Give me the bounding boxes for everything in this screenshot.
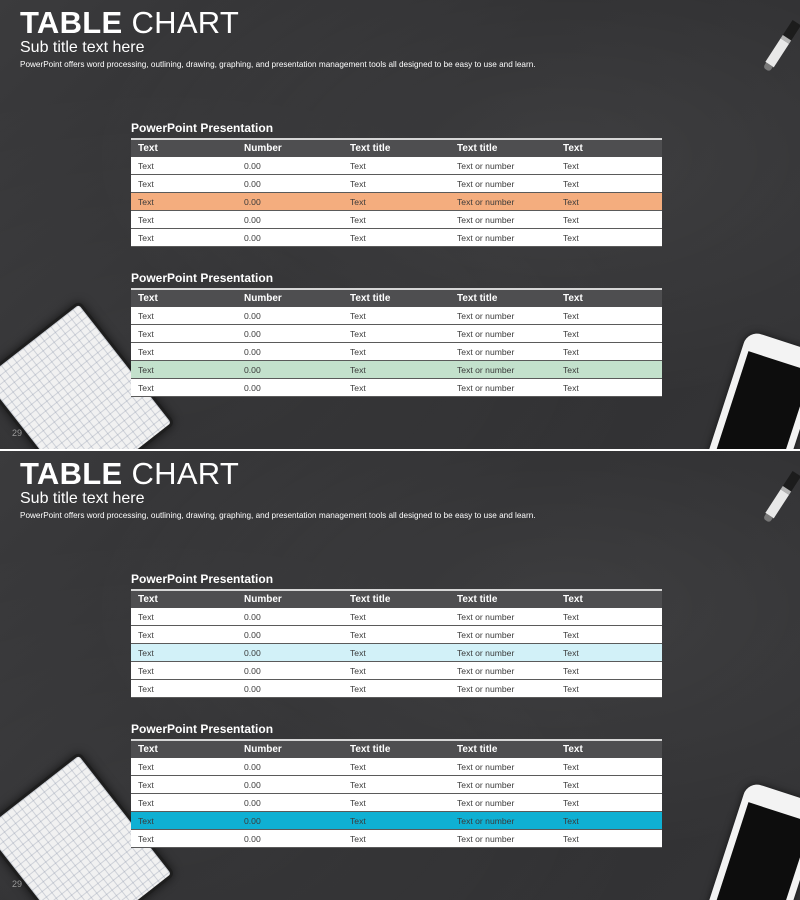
table-row — [131, 307, 662, 325]
table-row — [131, 379, 662, 397]
table-cell: Text — [131, 812, 237, 830]
page-number: 29 — [12, 428, 23, 438]
table-cell: Text — [556, 229, 662, 247]
table-cell: Text — [131, 830, 237, 848]
phone-decoration — [702, 781, 800, 900]
table-cell: 0.00 — [237, 157, 343, 175]
table-cell: Text or number — [450, 193, 556, 211]
table-cell: Text — [131, 193, 237, 211]
table-cell: 0.00 — [237, 626, 343, 644]
table-cell: 0.00 — [237, 307, 343, 325]
table-title: PowerPoint Presentation — [131, 722, 274, 736]
table-cell: 0.00 — [237, 211, 343, 229]
header-cell: Text title — [450, 740, 556, 758]
table-row — [131, 608, 662, 626]
table-cell: Text — [556, 379, 662, 397]
table-row — [131, 229, 662, 247]
table-cell: Text — [131, 626, 237, 644]
table-cell: Text — [343, 662, 450, 680]
table-title: PowerPoint Presentation — [131, 271, 274, 285]
table-cell: Text — [131, 794, 237, 812]
table-cell: 0.00 — [237, 794, 343, 812]
table-cell: Text or number — [450, 361, 556, 379]
table-cell: 0.00 — [237, 812, 343, 830]
table-cell: Text — [343, 193, 450, 211]
table-cell: Text or number — [450, 229, 556, 247]
table-row — [131, 794, 662, 812]
title-rest: CHART — [122, 5, 240, 40]
table-cell: Text — [556, 758, 662, 776]
table-cell: Text — [131, 758, 237, 776]
table-row — [131, 812, 662, 830]
header-cell: Number — [237, 590, 343, 608]
title-bold-word: TABLE — [20, 456, 123, 491]
table-block-2 — [131, 722, 662, 848]
table-header-row — [131, 740, 662, 758]
page-number: 29 — [12, 879, 23, 889]
table-cell: Text — [343, 758, 450, 776]
table-row — [131, 680, 662, 698]
table-cell: Text — [556, 307, 662, 325]
table-cell: Text — [131, 644, 237, 662]
data-table — [131, 138, 662, 247]
table-cell: Text or number — [450, 307, 556, 325]
table-block-1 — [131, 121, 662, 247]
header-cell: Number — [237, 740, 343, 758]
phone-decoration — [702, 330, 800, 449]
table-header-row — [131, 289, 662, 307]
table-cell: 0.00 — [237, 608, 343, 626]
header-cell: Number — [237, 139, 343, 157]
table-cell: Text — [556, 680, 662, 698]
header-cell: Text — [556, 139, 662, 157]
table-cell: Text — [343, 307, 450, 325]
table-cell: 0.00 — [237, 325, 343, 343]
table-cell: Text — [556, 361, 662, 379]
table-cell: 0.00 — [237, 830, 343, 848]
table-cell: Text — [556, 776, 662, 794]
header-cell: Text title — [343, 740, 450, 758]
table-cell: Text — [343, 608, 450, 626]
slide-description: PowerPoint offers word processing, outlining, drawing, graphing, and presentation management tools all designed to be easy to use and learn. — [20, 60, 536, 69]
table-cell: Text — [343, 229, 450, 247]
table-cell: 0.00 — [237, 343, 343, 361]
table-cell: Text — [343, 830, 450, 848]
table-cell: Text — [343, 343, 450, 361]
table-cell: Text — [343, 794, 450, 812]
table-cell: Text — [131, 175, 237, 193]
table-cell: 0.00 — [237, 644, 343, 662]
table-row — [131, 361, 662, 379]
header-cell: Text title — [343, 139, 450, 157]
table-cell: Text — [343, 626, 450, 644]
table-cell: Text or number — [450, 662, 556, 680]
table-cell: Text — [556, 812, 662, 830]
table-header-row — [131, 590, 662, 608]
table-cell: Text — [343, 812, 450, 830]
table-title: PowerPoint Presentation — [131, 121, 274, 135]
pen-decoration — [761, 471, 800, 525]
table-cell: Text or number — [450, 776, 556, 794]
table-row — [131, 830, 662, 848]
slide-title — [20, 5, 239, 41]
table-cell: Text — [556, 211, 662, 229]
table-row — [131, 626, 662, 644]
table-cell: Text or number — [450, 175, 556, 193]
header-cell: Text — [556, 740, 662, 758]
table-row — [131, 644, 662, 662]
table-cell: Text — [131, 307, 237, 325]
table-cell: Text — [556, 794, 662, 812]
table-cell: Text or number — [450, 680, 556, 698]
table-cell: Text — [556, 325, 662, 343]
table-cell: Text — [131, 680, 237, 698]
table-cell: Text — [556, 830, 662, 848]
table-row — [131, 211, 662, 229]
table-row — [131, 776, 662, 794]
header-cell: Text title — [343, 590, 450, 608]
table-cell: Text — [556, 626, 662, 644]
header-cell: Number — [237, 289, 343, 307]
header-cell: Text — [556, 590, 662, 608]
table-cell: Text — [343, 680, 450, 698]
table-cell: Text — [343, 361, 450, 379]
table-cell: Text — [556, 644, 662, 662]
table-cell: 0.00 — [237, 776, 343, 794]
table-cell: Text — [131, 325, 237, 343]
table-cell: Text — [343, 211, 450, 229]
table-cell: Text or number — [450, 644, 556, 662]
slide-description: PowerPoint offers word processing, outlining, drawing, graphing, and presentation management tools all designed to be easy to use and learn. — [20, 511, 536, 520]
table-cell: Text or number — [450, 830, 556, 848]
table-cell: Text — [556, 175, 662, 193]
header-cell: Text — [131, 289, 237, 307]
table-cell: Text — [556, 343, 662, 361]
header-cell: Text — [131, 139, 237, 157]
data-table — [131, 589, 662, 698]
pen-decoration — [761, 20, 800, 74]
table-cell: Text — [556, 608, 662, 626]
table-cell: Text or number — [450, 812, 556, 830]
header-cell: Text title — [450, 590, 556, 608]
table-cell: 0.00 — [237, 193, 343, 211]
header-cell: Text — [131, 740, 237, 758]
table-row — [131, 175, 662, 193]
table-cell: Text or number — [450, 325, 556, 343]
table-cell: Text — [131, 379, 237, 397]
data-table — [131, 288, 662, 397]
table-cell: Text or number — [450, 211, 556, 229]
table-cell: Text — [131, 229, 237, 247]
table-cell: 0.00 — [237, 379, 343, 397]
table-cell: 0.00 — [237, 229, 343, 247]
table-cell: Text — [131, 608, 237, 626]
table-cell: Text — [131, 157, 237, 175]
header-cell: Text — [131, 590, 237, 608]
table-cell: Text or number — [450, 794, 556, 812]
table-row — [131, 758, 662, 776]
table-cell: Text — [131, 211, 237, 229]
table-cell: Text or number — [450, 626, 556, 644]
title-rest: CHART — [122, 456, 240, 491]
table-cell: Text — [131, 662, 237, 680]
table-title: PowerPoint Presentation — [131, 572, 274, 586]
table-cell: Text or number — [450, 608, 556, 626]
table-block-1 — [131, 572, 662, 698]
table-cell: Text — [343, 379, 450, 397]
table-row — [131, 325, 662, 343]
table-cell: 0.00 — [237, 361, 343, 379]
table-row — [131, 343, 662, 361]
table-cell: Text — [343, 644, 450, 662]
title-bold-word: TABLE — [20, 5, 123, 40]
header-cell: Text title — [450, 139, 556, 157]
table-cell: Text — [556, 662, 662, 680]
data-table — [131, 739, 662, 848]
table-cell: Text — [343, 157, 450, 175]
slide-1 — [0, 0, 800, 449]
table-block-2 — [131, 271, 662, 397]
table-cell: Text — [131, 343, 237, 361]
slide-2 — [0, 451, 800, 900]
table-cell: Text or number — [450, 157, 556, 175]
header-cell: Text title — [343, 289, 450, 307]
table-cell: Text — [556, 157, 662, 175]
table-header-row — [131, 139, 662, 157]
table-cell: Text — [556, 193, 662, 211]
slide-subtitle: Sub title text here — [20, 39, 145, 56]
table-cell: Text or number — [450, 758, 556, 776]
slide-subtitle: Sub title text here — [20, 490, 145, 507]
header-cell: Text — [556, 289, 662, 307]
slide-title — [20, 456, 239, 492]
table-cell: Text or number — [450, 343, 556, 361]
table-cell: 0.00 — [237, 680, 343, 698]
table-row — [131, 662, 662, 680]
table-cell: Text — [131, 361, 237, 379]
table-cell: 0.00 — [237, 662, 343, 680]
table-row — [131, 157, 662, 175]
table-cell: Text — [343, 175, 450, 193]
table-cell: Text — [343, 325, 450, 343]
table-cell: Text or number — [450, 379, 556, 397]
table-cell: 0.00 — [237, 175, 343, 193]
header-cell: Text title — [450, 289, 556, 307]
table-cell: Text — [131, 776, 237, 794]
table-cell: Text — [343, 776, 450, 794]
table-row — [131, 193, 662, 211]
table-cell: 0.00 — [237, 758, 343, 776]
